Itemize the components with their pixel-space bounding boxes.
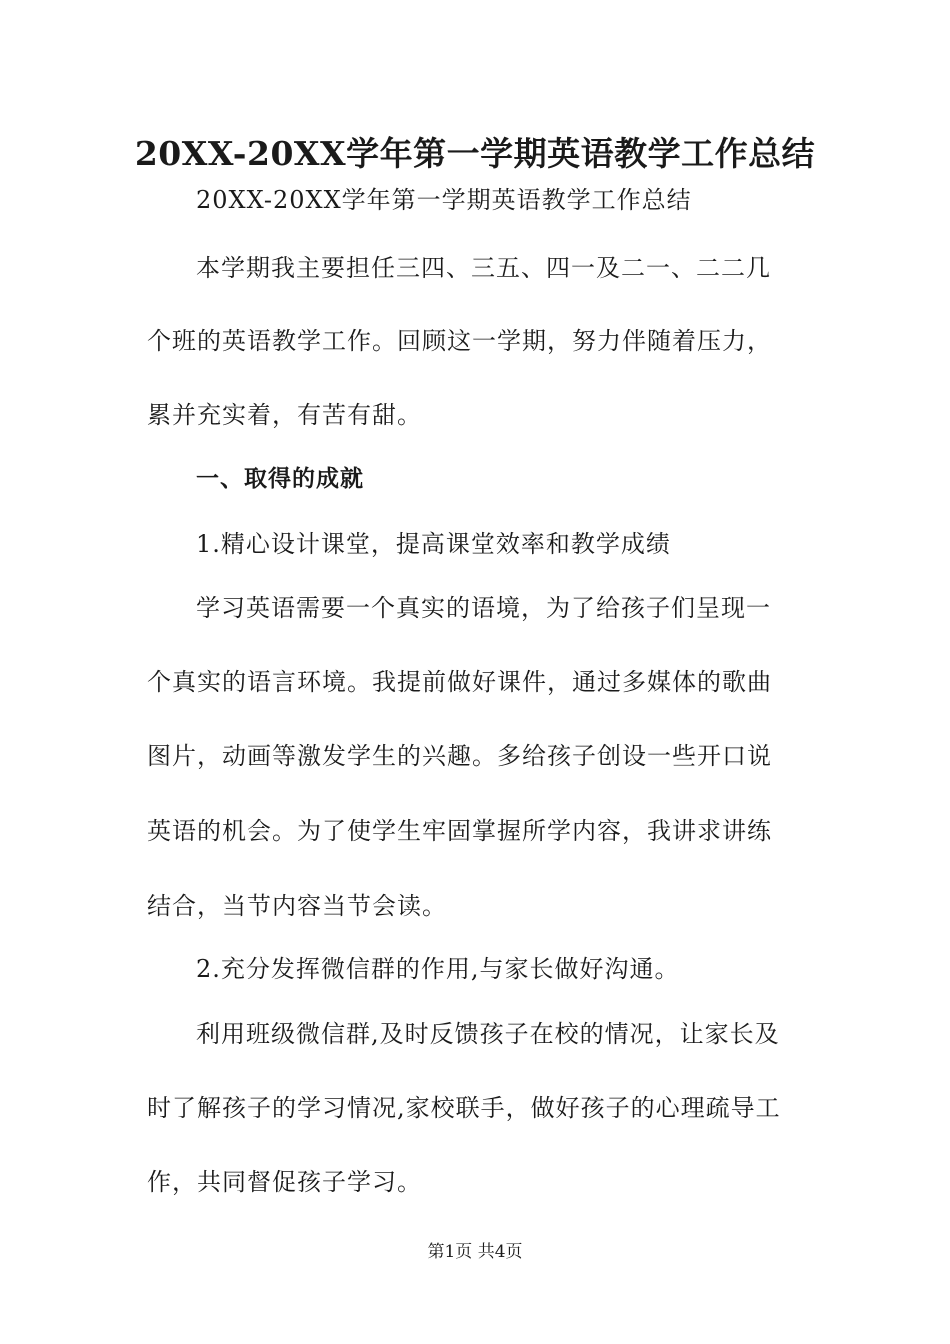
page-footer: 第1页 共4页 bbox=[427, 1242, 523, 1262]
paragraph-line: 英语的机会。为了使学生牢固掌握所学内容，我讲求讲练 bbox=[147, 817, 772, 845]
paragraph-line: 时了解孩子的学习情况,家校联手，做好孩子的心理疏导工 bbox=[147, 1094, 781, 1122]
paragraph-line: 结合，当节内容当节会读。 bbox=[147, 892, 447, 920]
paragraph-line: 利用班级微信群,及时反馈孩子在校的情况，让家长及 bbox=[196, 1020, 780, 1048]
paragraph-line: 本学期我主要担任三四、三五、四一及二一、二二几 bbox=[196, 254, 771, 282]
section-heading: 一、取得的成就 bbox=[196, 466, 364, 492]
paragraph-line: 个真实的语言环境。我提前做好课件，通过多媒体的歌曲 bbox=[147, 668, 772, 696]
subsection-heading: 1.精心设计课堂，提高课堂效率和教学成绩 bbox=[196, 530, 671, 558]
paragraph-line: 个班的英语教学工作。回顾这一学期，努力伴随着压力， bbox=[147, 327, 772, 355]
document-title: 20XX-20XX学年第一学期英语教学工作总结 bbox=[134, 134, 816, 173]
paragraph-line: 学习英语需要一个真实的语境，为了给孩子们呈现一 bbox=[196, 594, 771, 622]
subsection-heading: 2.充分发挥微信群的作用,与家长做好沟通。 bbox=[196, 955, 680, 983]
document-subtitle: 20XX-20XX学年第一学期英语教学工作总结 bbox=[196, 186, 692, 214]
paragraph-line: 作，共同督促孩子学习。 bbox=[147, 1168, 422, 1196]
paragraph-line: 累并充实着，有苦有甜。 bbox=[147, 401, 422, 429]
paragraph-line: 图片，动画等激发学生的兴趣。多给孩子创设一些开口说 bbox=[147, 742, 772, 770]
